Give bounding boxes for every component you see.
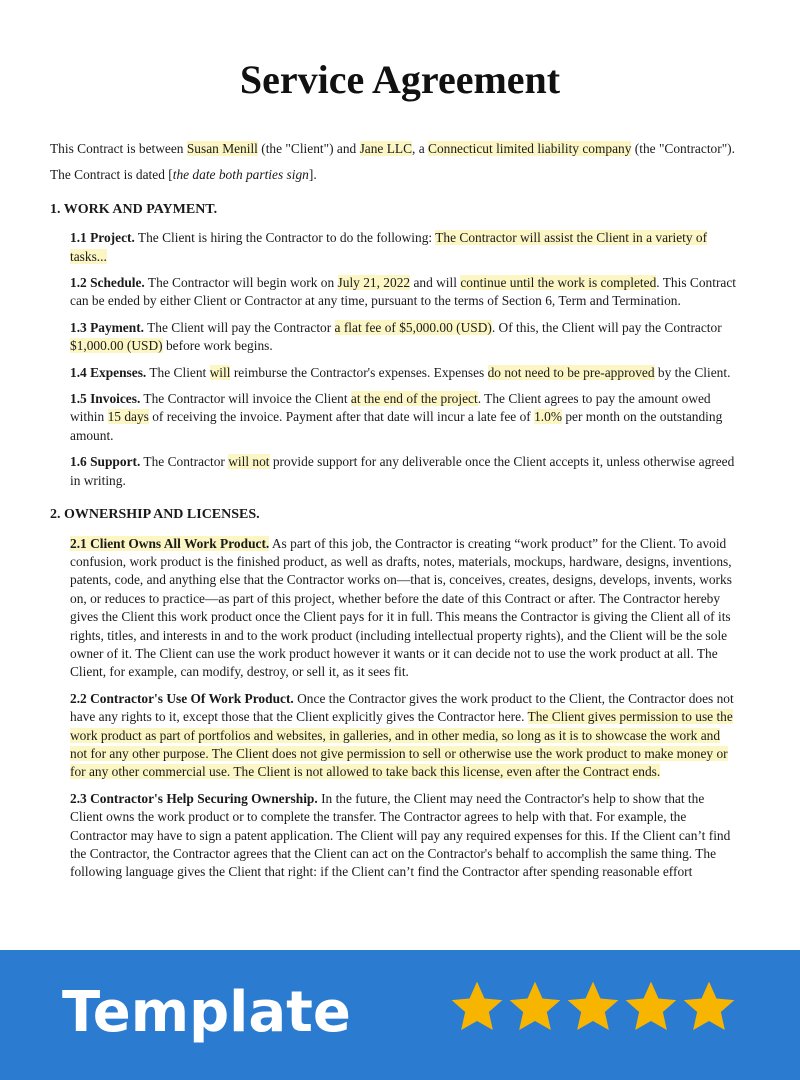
star-icon bbox=[448, 978, 506, 1036]
clause-1-2-schedule: 1.2 Schedule. The Contractor will begin work on July 21, 2022 and will continue until the work is completed. This Contract can be ended by either Client or Contractor at any time, pursuant to the terms of Section 6, Term and Termination. bbox=[70, 275, 737, 309]
contract-date: the date both parties sign bbox=[172, 167, 309, 183]
section-heading-work-payment: 1. WORK AND PAYMENT. bbox=[50, 201, 218, 217]
star-rating bbox=[448, 978, 738, 1042]
star-icon bbox=[680, 978, 738, 1036]
document-body bbox=[50, 140, 740, 890]
clause-1-1-project: 1.1 Project. The Client is hiring the Contractor to do the following: The Contractor will assist the Client in a variety of tasks... bbox=[70, 230, 708, 264]
contractor-name: Jane LLC bbox=[359, 141, 413, 156]
clause-1-5-invoices: 1.5 Invoices. The Contractor will invoice the Client at the end of the project. The Client agrees to pay the amount owed within 15 days of receiving the invoice. Payment after that date will incur a late fee of 1.0% per month on the outstanding amount. bbox=[70, 391, 723, 443]
clause-1-3-payment: 1.3 Payment. The Client will pay the Contractor a flat fee of $5,000.00 (USD). Of this, the Client will pay the Contractor $1,000.00 (USD) before work begins. bbox=[70, 319, 722, 354]
client-name: Susan Menill bbox=[186, 141, 258, 156]
document-title: Service Agreement bbox=[239, 57, 561, 102]
clause-1-6-support: 1.6 Support. The Contractor will not provide support for any deliverable once the Client accepts it, unless otherwise agreed in writing. bbox=[70, 454, 735, 488]
section-heading-ownership: 2. OWNERSHIP AND LICENSES. bbox=[50, 507, 260, 523]
banner-label: Template bbox=[62, 980, 351, 1045]
clause-1-4-expenses: 1.4 Expenses. The Client will reimburse the Contractor's expenses. Expenses do not need to be pre-approved by the Client. bbox=[70, 364, 731, 380]
star-icon bbox=[564, 978, 622, 1036]
star-icon bbox=[506, 978, 564, 1036]
clause-2-1-client-owns: 2.1 Client Owns All Work Product. As part of this job, the Contractor is creating “work product” for the Client. To avoid confusion, work product is the finished product, as well as drafts, notes, materials, mockups, hardware, designs, inventions, patents, code, and anything else that the Contractor works on—that is, conceives, creates, designs, develops, invents, works on, or reduces to practice—as part of this project, whether before the date of this Contract or after. The Contractor hereby gives the Client this work product once the Client pays for it in full. This means the Contractor is giving the Client all of its rights, titles, and interests in and to the work product (including intellectual property rights), and the Client will be the sole owner of it. The Client can use the work product however it wants or it can decide not to use the work product at all. The Client, for example, can modify, destroy, or sell it, as it sees fit. bbox=[70, 535, 732, 680]
intro-date: The Contract is dated [the date both parties sign]. bbox=[50, 167, 317, 183]
intro-parties: This Contract is between Susan Menill (the "Client") and Jane LLC, a Connecticut limited liability company (the "Contractor"). bbox=[50, 141, 735, 156]
contractor-entity-type: Connecticut limited liability company bbox=[428, 141, 632, 156]
clause-2-3-help-securing: 2.3 Contractor's Help Securing Ownership. In the future, the Client may need the Contractor's help to show that the Client owns the work product or to complete the transfer. The Contractor agrees to help with that. For example, the Contractor may have to sign a patent application. The Client will pay any required expenses for this. If the Client can’t find the Contractor, the Contractor agrees that the Client can act on the Contractor's behalf to accomplish the same thing. The following language gives the Client that right: if the Client can’t find the Contractor after spending reasonable effort bbox=[70, 790, 731, 880]
clause-2-2-contractor-use: 2.2 Contractor's Use Of Work Product. Once the Contractor gives the work product to the Client, the Contractor does not have any rights to it, except those that the Client explicitly gives the Contractor here. The Client gives permission to use the work product as part of portfolios and websites, in galleries, and in other media, so long as it is to showcase the work and not for any other purpose. The Client does not give permission to sell or otherwise use the work product to make money or for any other commercial use. The Client is not allowed to take back this license, even after the Contract ends. bbox=[70, 690, 734, 780]
star-icon bbox=[622, 978, 680, 1036]
template-banner bbox=[0, 950, 800, 1080]
